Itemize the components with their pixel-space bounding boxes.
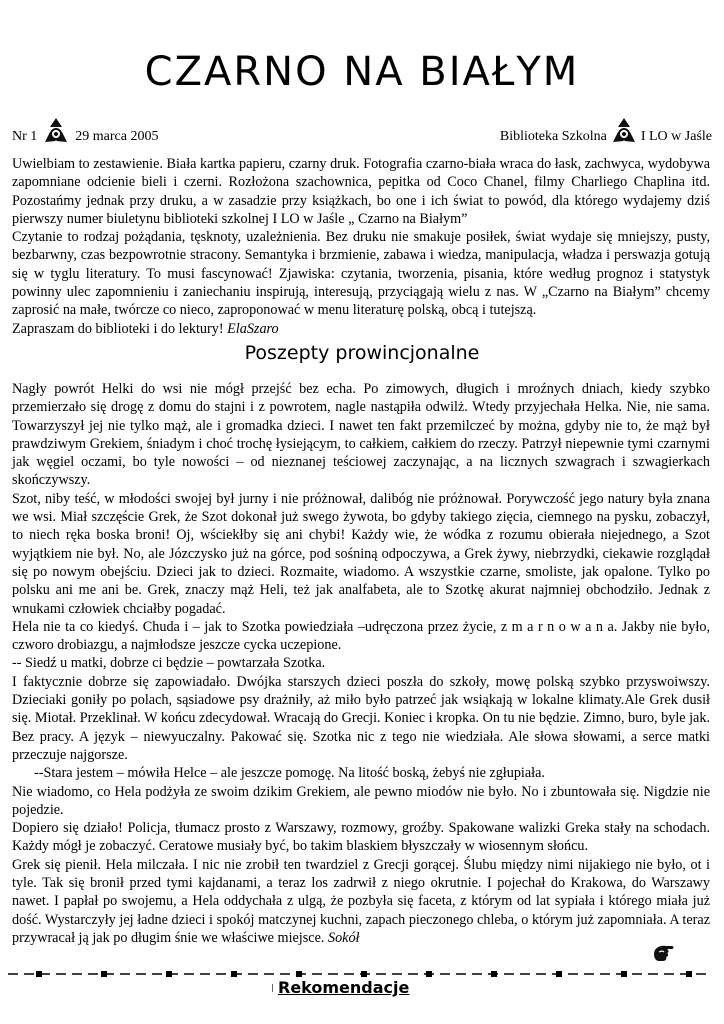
recycle-icon	[609, 116, 639, 146]
issue-date: 29 marca 2005	[75, 129, 159, 144]
intro-paragraph: Czytanie to rodzaj pożądania, tęsknoty, uzależnienia. Bez druku nie smakuje posiłek, świat wydaje się mniejszy, pusty, bezbarwny, czas bezpowrotnie stracony. Semantyka i brzmienie, zabawa i wiedza, manipulacja, władza i perswazja gotują się w tyglu literatury. To musi fascynować! Zjawiska: czytania, tworzenia, pisania, które według prognoz i statystyk powinny ulec zapomnieniu i zaniechaniu inspirują, interesują, przyciągają wielu z nas. W „Czarno na Białym” chcemy zaprosić na małe, twórcze co nieco, zaproponować w menu literaturę polską, obcą i tutejszą.	[12, 229, 710, 319]
story-signature: Sokół	[327, 929, 360, 946]
story-paragraph: I faktycznie dobrze się zapowiadało. Dwójka starszych dzieci poszła do szkoły, mowę polską szybko przyswoiwszy. Dzieciaki goniły po polach, sąsiadowe psy drażniły, aż miło było patrzeć jak wsiąkają w lokalne klimaty.Ale Grek dusił się. Miotał. Przeklinał. W końcu zdecydował. Wracają do Grecji. Koniec i kropka. On tu nie będzie. Zimno, buro, byle jak. Bez pracy. A język – niewyuczalny. Pakować się. Szotka nic z tego nie wiedziała. Ale słowa słowami, a serce matki przeczuje najgorsze.	[12, 673, 710, 763]
story-paragraph: Nie wiadomo, co Hela podżyła ze swoim dzikim Grekiem, ale pewno miodów nie było. No i zbuntowała się. Nigdzie nie pojedzie.	[12, 783, 710, 818]
story-paragraph: Nagły powrót Helki do wsi nie mógł przejść bez echa. Po zimowych, długich i mroźnych dniach, kiedy szybko przemierzało się drogę z domu do stajni i z powrotem, nagle nastąpiła odwilż. Wtedy przyjechała Helka. Nie, nie sama. Towarzyszył jej nie tylko mąż, ale i gromadka dzieci. I nawet ten fakt przemilczeć by można, gdyby nie to, że mąż był prawdziwym Grekiem, śniadym i choć trochę łysiejącym, to całkiem, całkiem do rzeczy. Patrzył niepewnie tymi czarnymi jak węgiel oczami, bo tyle nowości – od nieznanej teściowej zaczynając, a na licznych szwagrach i szwagierkach skończywszy.	[12, 381, 710, 489]
issue-info-bar	[12, 122, 712, 144]
issue-number: Nr 1	[12, 129, 38, 144]
divider-tick	[272, 984, 273, 992]
recommendations-heading: Rekomendacje	[278, 978, 410, 997]
editorial-intro	[12, 155, 710, 338]
pointing-hand-icon	[650, 940, 676, 964]
story-heading: Poszepty prowincjonalne	[244, 342, 480, 364]
issue-info-left	[12, 122, 158, 152]
newsletter-title: CZARNO NA BIAŁYM	[144, 49, 580, 95]
intro-closing-text: Zapraszam do biblioteki i do lektury!	[12, 320, 224, 337]
story-paragraph: Dopiero się działo! Policja, tłumacz prosto z Warszawy, rozmowy, groźby. Spakowane walizki Greka stały na schodach. Każdy mógł je zobaczyć. Ceratowe musiały być, bo takim blaskiem błyszczały w wiosennym słońcu.	[12, 820, 710, 855]
story-last-paragraph	[12, 856, 710, 947]
issue-info-right	[500, 122, 712, 152]
story-paragraph: --Stara jestem – mówiła Helce – ale jeszcze pomogę. Na litość boską, żebyś nie zgłupiała.	[34, 765, 545, 782]
intro-closing	[12, 320, 710, 338]
story-paragraph: Hela nie ta co kiedyś. Chuda i – jak to Szotka powiedziała –udręczona przez życie, z m a r n o w a n a. Jakby nie było, czworo drobiazgu, a najmłodsze jeszcze cycka uczepione.	[12, 618, 710, 654]
library-name: Biblioteka Szkolna	[499, 129, 607, 144]
story-body	[12, 380, 710, 947]
story-paragraph: -- Siedź u matki, dobrze ci będzie – powtarzała Szotka.	[12, 655, 326, 672]
recycle-icon	[41, 116, 71, 146]
intro-paragraph: Uwielbiam to zestawienie. Biała kartka papieru, czarny druk. Fotografia czarno-biała wraca do łask, zachwyca, wydobywa zapomniane odcienie bieli i czerni. Rozłożona szachownica, pepitka od Coco Chanel, filmy Charliego Chaplina itd. Pozostańmy jednak przy druku, a w zasadzie przy książkach, bo one i ich świat to powód, dla którego wydajemy dziś pierwszy numer biuletynu biblioteki szkolnej I LO w Jaśle „ Czarno na Białym”	[12, 156, 710, 227]
story-paragraph: Grek się pienił. Hela milczała. I nic nie zrobił ten twardziel z Grecji gorącej. Ślubu między nimi nijakiego nie było, ot i tyle. Tak się bronił przed tymi kajdanami, a teraz los zadrwił z niego okrutnie. I pojechał do Krakowa, do Warszawy nawet. I papłał po swojemu, a Hela oddychała z ulgą, że pozbyła się faceta, z którym od lat sypiała i którego miała już dość. Wystarczyły jej ładne dzieci i spokój matczynej kuchni, zapach pieczonego chleba, o którym już zapomniała. A teraz przywracał ją jak po długim śnie we właściwe miejsce.	[12, 856, 710, 946]
story-paragraph: Szot, niby teść, w młodości swojej był jurny i nie próżnował, dalibóg nie próżnował. Porywczość jego natury była znana we wsi. Miał szczęście Grek, że Szot dokonał już swego żywota, bo gdyby takiego zięcia, ciemnego na pysku, zobaczył, to niech ręka boska broni! Oj, wściekłby się ani chybi! Każdy wie, że wódka z rozumu obierała niejednego, a Szot wyjątkiem nie był. No, ale Józczysko już na górce, pod sośniną odpoczywa, a Grek żywy, niebrzydki, ciekawie rozglądał się po nowym obejściu. Dzieci jak to dzieci. Rozmaite, wiadomo. A wszystkie czarne, smoliste, jak opalone. Tylko po polsku ani me ani be. Grek, znaczy mąż Heli, też jak analfabeta, ale to Szotkę akurat najmniej obchodziło. Jednak z wnukami człowiek chciałby pogadać.	[12, 490, 710, 617]
intro-signature: ElaSzaro	[227, 320, 279, 337]
school-name: I LO w Jaśle	[640, 129, 712, 144]
